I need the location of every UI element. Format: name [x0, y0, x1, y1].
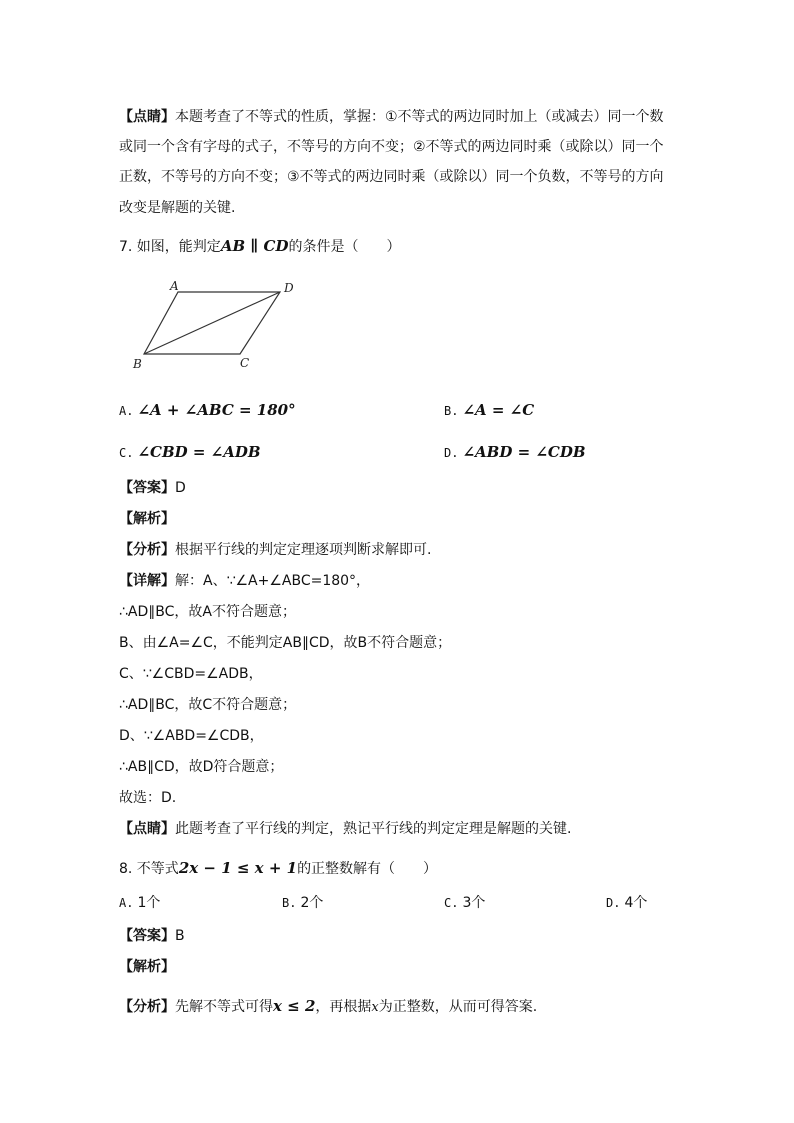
q7-option-b-math: ∠A = ∠C [462, 401, 535, 419]
q7-dianjing-tag: 【点睛】 [119, 821, 175, 837]
intro-line-2: 或同一个含有字母的式子，不等号的方向不变；②不等式的两边同时乘（或除以）同一个 [119, 139, 664, 155]
q8-fenxi [119, 996, 674, 1018]
q8-answer-tag: 【答案】 [119, 928, 175, 944]
q7-option-a-math: ∠A + ∠ABC = 180° [137, 401, 296, 419]
q8-analysis [119, 957, 674, 977]
q8-fenxi-pre: 先解不等式可得 [175, 999, 273, 1015]
q8-option-b [282, 893, 323, 913]
q8-option-a-label: A. [119, 896, 134, 910]
q8-option-c [444, 893, 485, 913]
q8-fenxi-tag: 【分析】 [119, 999, 175, 1015]
q7-fenxi-tag: 【分析】 [119, 542, 175, 558]
q8-option-d-label: D. [606, 896, 621, 910]
q7-dianjing [119, 819, 674, 839]
q7-answer [119, 478, 674, 498]
q7-parallelogram-figure [128, 276, 308, 376]
vertex-label-a: A [170, 279, 179, 293]
q8-option-c-label: C. [444, 896, 459, 910]
q7-option-c-math: ∠CBD = ∠ADB [137, 443, 261, 461]
q7-dianjing-text: 此题考查了平行线的判定，熟记平行线的判定定理是解题的关键. [175, 821, 572, 837]
q7-option-c-label: C. [119, 446, 134, 460]
q7-step-8: 故选：D. [119, 790, 177, 806]
intro-line-4: 改变是解题的关键. [119, 200, 236, 216]
q8-option-d [606, 893, 647, 913]
q7-step-1 [119, 571, 674, 591]
q8-stem-post: 的正整数解有（ ） [297, 861, 438, 877]
q8-fenxi-post: 为正整数，从而可得答案. [378, 999, 538, 1015]
q7-answer-value: D [175, 480, 186, 496]
q8-answer-value: B [175, 928, 185, 944]
q8-option-a [119, 893, 160, 913]
q7-analysis-tag: 【解析】 [119, 511, 175, 527]
q7-step-6: D、∵∠ABD=∠CDB， [119, 728, 264, 744]
q8-fenxi-var: x [371, 1000, 379, 1015]
q7-step-1-text: 解：A、∵∠A+∠ABC=180°， [175, 573, 371, 589]
q7-step-5: ∴AD∥BC，故C不符合题意； [119, 697, 297, 713]
q8-option-b-label: B. [282, 896, 297, 910]
q8-stem-pre: 8. 不等式 [119, 861, 179, 877]
q7-stem-post: 的条件是（ ） [288, 239, 401, 255]
q7-step-2: ∴AD∥BC，故A不符合题意； [119, 604, 296, 620]
q8-option-c-text: 3个 [462, 895, 486, 911]
q7-analysis [119, 509, 674, 529]
q7-option-b-label: B. [444, 404, 459, 418]
q7-stem-math: AB ∥ CD [220, 237, 289, 255]
q7-option-a [119, 400, 296, 421]
q7-option-d [444, 442, 586, 463]
q8-fenxi-mid: ，再根据 [315, 999, 372, 1015]
q8-answer [119, 926, 674, 946]
q7-stem-pre: 7. 如图，能判定 [119, 239, 221, 255]
vertex-label-c: C [240, 356, 250, 370]
q7-answer-tag: 【答案】 [119, 480, 175, 496]
q7-step-4: C、∵∠CBD=∠ADB， [119, 666, 263, 682]
q8-analysis-tag: 【解析】 [119, 959, 175, 975]
q7-option-d-math: ∠ABD = ∠CDB [462, 443, 586, 461]
intro-line-3: 正数，不等号的方向不变；③不等式的两边同时乘（或除以）同一个负数，不等号的方向 [119, 169, 664, 185]
vertex-label-b: B [133, 357, 142, 371]
dianjing-tag: 【点睛】 [119, 109, 175, 125]
q7-step-3: B、由∠A=∠C，不能判定AB∥CD，故B不符合题意； [119, 635, 452, 651]
q7-option-b [444, 400, 534, 421]
q8-fenxi-math: x ≤ 2 [273, 997, 316, 1015]
q7-stem [119, 236, 674, 257]
vertex-label-d: D [284, 281, 294, 295]
q7-option-d-label: D. [444, 446, 459, 460]
q7-option-a-label: A. [119, 404, 134, 418]
intro-line-1 [119, 107, 674, 127]
q7-fenxi [119, 540, 674, 560]
q8-stem [119, 858, 674, 879]
intro-text-1: 本题考查了不等式的性质，掌握：①不等式的两边同时加上（或减去）同一个数 [175, 109, 664, 125]
q8-stem-math: 2x − 1 ≤ x + 1 [178, 859, 298, 877]
q7-option-c [119, 442, 261, 463]
q7-fenxi-text: 根据平行线的判定定理逐项判断求解即可. [175, 542, 432, 558]
q8-option-b-text: 2个 [300, 895, 324, 911]
q7-step-7: ∴AB∥CD，故D符合题意； [119, 759, 284, 775]
q7-xiangjie-tag: 【详解】 [119, 573, 175, 589]
q8-option-a-text: 1个 [137, 895, 161, 911]
q8-option-d-text: 4个 [624, 895, 648, 911]
